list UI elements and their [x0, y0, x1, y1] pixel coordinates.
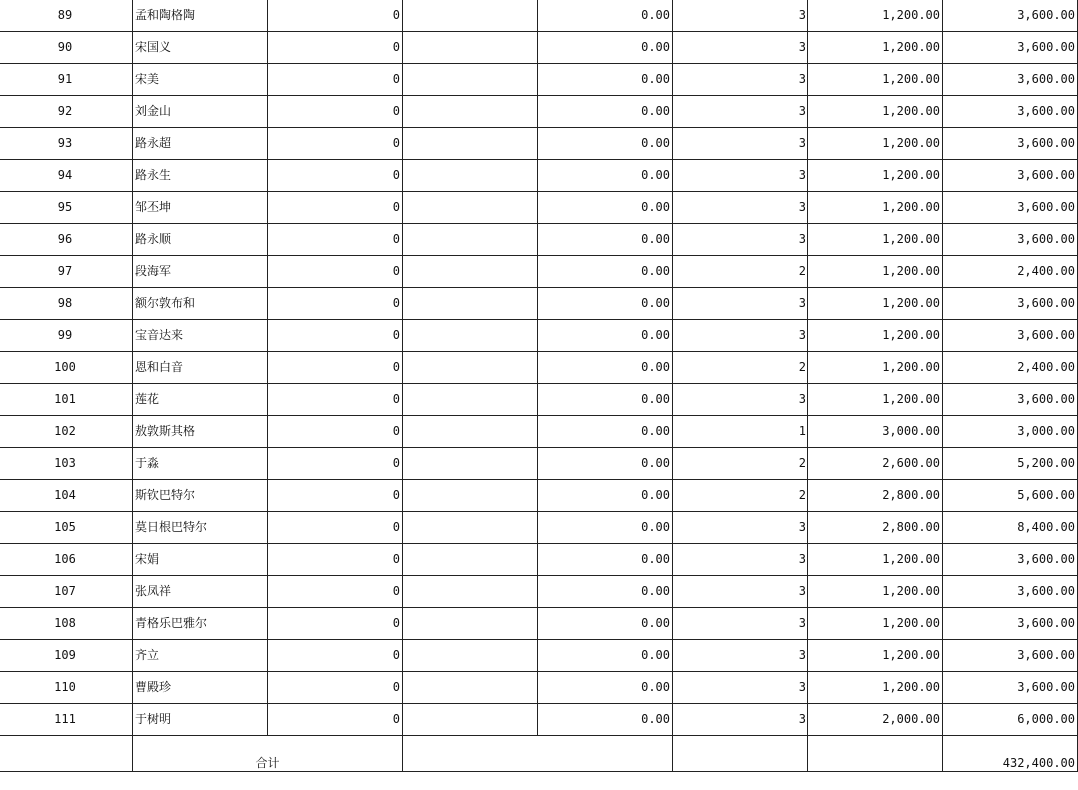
- row-number-cell[interactable]: 102: [0, 416, 133, 447]
- col-e-cell[interactable]: 1,200.00: [808, 640, 943, 671]
- col-e-cell[interactable]: 2,800.00: [808, 512, 943, 543]
- col-c-cell[interactable]: 0.00: [538, 384, 673, 415]
- table-row: [0, 224, 1078, 256]
- col-c-cell[interactable]: 0.00: [538, 608, 673, 639]
- name-cell[interactable]: 宋娟: [133, 544, 268, 575]
- col-d-cell[interactable]: 3: [673, 224, 808, 255]
- col-b-cell[interactable]: [403, 512, 538, 543]
- col-c-cell[interactable]: 0.00: [538, 288, 673, 319]
- row-number-cell[interactable]: 90: [0, 32, 133, 63]
- col-a-cell[interactable]: 0: [268, 704, 403, 735]
- col-e-cell[interactable]: 2,800.00: [808, 480, 943, 511]
- col-e-cell[interactable]: 1,200.00: [808, 96, 943, 127]
- col-e-cell[interactable]: 1,200.00: [808, 320, 943, 351]
- total-amount[interactable]: 432,400.00: [943, 736, 1078, 772]
- col-d-cell[interactable]: 2: [673, 448, 808, 479]
- col-f-cell[interactable]: 3,600.00: [943, 672, 1078, 703]
- row-number-cell[interactable]: 111: [0, 704, 133, 735]
- col-c-cell[interactable]: 0.00: [538, 160, 673, 191]
- total-col-e-cell[interactable]: [808, 736, 943, 772]
- table-row: [0, 544, 1078, 576]
- row-number-cell[interactable]: 91: [0, 64, 133, 95]
- name-cell[interactable]: 于树明: [133, 704, 268, 735]
- row-number-cell[interactable]: 89: [0, 0, 133, 31]
- row-number-cell[interactable]: 108: [0, 608, 133, 639]
- row-number-cell[interactable]: 109: [0, 640, 133, 671]
- col-b-cell[interactable]: [403, 448, 538, 479]
- col-d-cell[interactable]: 3: [673, 32, 808, 63]
- col-d-cell[interactable]: 3: [673, 704, 808, 735]
- col-b-cell[interactable]: [403, 0, 538, 31]
- col-e-cell[interactable]: 1,200.00: [808, 192, 943, 223]
- table-row: [0, 672, 1078, 704]
- col-e-cell[interactable]: 1,200.00: [808, 608, 943, 639]
- name-cell[interactable]: 宋国义: [133, 32, 268, 63]
- col-c-cell[interactable]: 0.00: [538, 480, 673, 511]
- name-cell[interactable]: 刘金山: [133, 96, 268, 127]
- row-number-cell[interactable]: 93: [0, 128, 133, 159]
- col-f-cell[interactable]: 3,600.00: [943, 128, 1078, 159]
- row-number-cell[interactable]: 98: [0, 288, 133, 319]
- col-b-cell[interactable]: [403, 256, 538, 287]
- table-row: [0, 640, 1078, 672]
- name-cell[interactable]: 路永生: [133, 160, 268, 191]
- col-e-cell[interactable]: 1,200.00: [808, 288, 943, 319]
- name-cell[interactable]: 额尔敦布和: [133, 288, 268, 319]
- col-a-cell[interactable]: 0: [268, 160, 403, 191]
- col-a-cell[interactable]: 0: [268, 608, 403, 639]
- table-row: [0, 32, 1078, 64]
- col-f-cell[interactable]: 3,600.00: [943, 192, 1078, 223]
- col-e-cell[interactable]: 1,200.00: [808, 576, 943, 607]
- name-cell[interactable]: 齐立: [133, 640, 268, 671]
- col-a-cell[interactable]: 0: [268, 480, 403, 511]
- col-d-cell[interactable]: 3: [673, 384, 808, 415]
- col-f-cell[interactable]: 2,400.00: [943, 352, 1078, 383]
- col-c-cell[interactable]: 0.00: [538, 448, 673, 479]
- col-f-cell[interactable]: 3,600.00: [943, 160, 1078, 191]
- col-f-cell[interactable]: 3,600.00: [943, 384, 1078, 415]
- col-b-cell[interactable]: [403, 160, 538, 191]
- total-col-c-cell[interactable]: [538, 736, 673, 772]
- col-e-cell[interactable]: 1,200.00: [808, 64, 943, 95]
- col-d-cell[interactable]: 2: [673, 256, 808, 287]
- col-a-cell[interactable]: 0: [268, 32, 403, 63]
- table-row: [0, 64, 1078, 96]
- col-d-cell[interactable]: 2: [673, 480, 808, 511]
- col-d-cell[interactable]: 3: [673, 608, 808, 639]
- col-c-cell[interactable]: 0.00: [538, 416, 673, 447]
- col-d-cell[interactable]: 3: [673, 192, 808, 223]
- table-row: [0, 0, 1078, 32]
- col-e-cell[interactable]: 1,200.00: [808, 0, 943, 31]
- col-d-cell[interactable]: 3: [673, 0, 808, 31]
- name-cell[interactable]: 宝音达来: [133, 320, 268, 351]
- col-c-cell[interactable]: 0.00: [538, 320, 673, 351]
- col-c-cell[interactable]: 0.00: [538, 128, 673, 159]
- col-b-cell[interactable]: [403, 416, 538, 447]
- table-row: [0, 512, 1078, 544]
- col-f-cell[interactable]: 3,600.00: [943, 640, 1078, 671]
- col-c-cell[interactable]: 0.00: [538, 640, 673, 671]
- col-a-cell[interactable]: 0: [268, 416, 403, 447]
- name-cell[interactable]: 莫日根巴特尔: [133, 512, 268, 543]
- col-c-cell[interactable]: 0.00: [538, 256, 673, 287]
- name-cell[interactable]: 敖敦斯其格: [133, 416, 268, 447]
- col-d-cell[interactable]: 3: [673, 544, 808, 575]
- col-c-cell[interactable]: 0.00: [538, 64, 673, 95]
- table-row: [0, 416, 1078, 448]
- name-cell[interactable]: 曹殿珍: [133, 672, 268, 703]
- col-b-cell[interactable]: [403, 480, 538, 511]
- col-e-cell[interactable]: 1,200.00: [808, 384, 943, 415]
- col-b-cell[interactable]: [403, 320, 538, 351]
- col-f-cell[interactable]: 5,600.00: [943, 480, 1078, 511]
- col-f-cell[interactable]: 6,000.00: [943, 704, 1078, 735]
- name-cell[interactable]: 路永顺: [133, 224, 268, 255]
- col-b-cell[interactable]: [403, 128, 538, 159]
- col-b-cell[interactable]: [403, 608, 538, 639]
- col-d-cell[interactable]: 3: [673, 64, 808, 95]
- table-row: [0, 256, 1078, 288]
- col-b-cell[interactable]: [403, 640, 538, 671]
- col-b-cell[interactable]: [403, 32, 538, 63]
- row-number-cell[interactable]: 107: [0, 576, 133, 607]
- name-cell[interactable]: 路永超: [133, 128, 268, 159]
- col-f-cell[interactable]: 2,400.00: [943, 256, 1078, 287]
- table-row: [0, 320, 1078, 352]
- col-d-cell[interactable]: 3: [673, 288, 808, 319]
- table-row: [0, 288, 1078, 320]
- col-a-cell[interactable]: 0: [268, 576, 403, 607]
- col-f-cell[interactable]: 3,600.00: [943, 320, 1078, 351]
- col-e-cell[interactable]: 1,200.00: [808, 544, 943, 575]
- col-d-cell[interactable]: 3: [673, 96, 808, 127]
- col-b-cell[interactable]: [403, 704, 538, 735]
- col-f-cell[interactable]: 5,200.00: [943, 448, 1078, 479]
- col-f-cell[interactable]: 3,600.00: [943, 0, 1078, 31]
- row-number-cell[interactable]: 100: [0, 352, 133, 383]
- table-row: [0, 192, 1078, 224]
- col-c-cell[interactable]: 0.00: [538, 192, 673, 223]
- col-f-cell[interactable]: 3,600.00: [943, 224, 1078, 255]
- col-a-cell[interactable]: 0: [268, 448, 403, 479]
- col-a-cell[interactable]: 0: [268, 512, 403, 543]
- col-f-cell[interactable]: 3,600.00: [943, 576, 1078, 607]
- col-d-cell[interactable]: 1: [673, 416, 808, 447]
- col-b-cell[interactable]: [403, 96, 538, 127]
- col-a-cell[interactable]: 0: [268, 224, 403, 255]
- row-number-cell[interactable]: 110: [0, 672, 133, 703]
- table-row: [0, 160, 1078, 192]
- row-number-cell[interactable]: 92: [0, 96, 133, 127]
- name-cell[interactable]: 张凤祥: [133, 576, 268, 607]
- col-d-cell[interactable]: 3: [673, 320, 808, 351]
- col-e-cell[interactable]: 2,600.00: [808, 448, 943, 479]
- row-number-cell[interactable]: 105: [0, 512, 133, 543]
- col-c-cell[interactable]: 0.00: [538, 512, 673, 543]
- name-cell[interactable]: 段海军: [133, 256, 268, 287]
- col-e-cell[interactable]: 2,000.00: [808, 704, 943, 735]
- col-e-cell[interactable]: 3,000.00: [808, 416, 943, 447]
- col-b-cell[interactable]: [403, 544, 538, 575]
- col-b-cell[interactable]: [403, 64, 538, 95]
- col-a-cell[interactable]: 0: [268, 256, 403, 287]
- col-e-cell[interactable]: 1,200.00: [808, 672, 943, 703]
- col-c-cell[interactable]: 0.00: [538, 224, 673, 255]
- col-b-cell[interactable]: [403, 288, 538, 319]
- name-cell[interactable]: 邹丕坤: [133, 192, 268, 223]
- row-number-cell[interactable]: 94: [0, 160, 133, 191]
- row-number-cell[interactable]: 104: [0, 480, 133, 511]
- col-d-cell[interactable]: 3: [673, 160, 808, 191]
- col-a-cell[interactable]: 0: [268, 384, 403, 415]
- col-b-cell[interactable]: [403, 672, 538, 703]
- col-d-cell[interactable]: 3: [673, 640, 808, 671]
- col-e-cell[interactable]: 1,200.00: [808, 128, 943, 159]
- row-number-cell[interactable]: 95: [0, 192, 133, 223]
- col-a-cell[interactable]: 0: [268, 544, 403, 575]
- col-f-cell[interactable]: 3,600.00: [943, 288, 1078, 319]
- col-d-cell[interactable]: 3: [673, 512, 808, 543]
- col-d-cell[interactable]: 3: [673, 672, 808, 703]
- col-a-cell[interactable]: 0: [268, 672, 403, 703]
- col-a-cell[interactable]: 0: [268, 288, 403, 319]
- col-f-cell[interactable]: 3,000.00: [943, 416, 1078, 447]
- total-label[interactable]: 合计: [133, 736, 403, 772]
- col-a-cell[interactable]: 0: [268, 128, 403, 159]
- name-cell[interactable]: 斯钦巴特尔: [133, 480, 268, 511]
- table-row: [0, 704, 1078, 736]
- col-d-cell[interactable]: 2: [673, 352, 808, 383]
- name-cell[interactable]: 恩和白音: [133, 352, 268, 383]
- col-e-cell[interactable]: 1,200.00: [808, 32, 943, 63]
- col-a-cell[interactable]: 0: [268, 96, 403, 127]
- total-row-index-cell[interactable]: [0, 736, 133, 772]
- table-row: [0, 96, 1078, 128]
- table-row: [0, 352, 1078, 384]
- table-row: [0, 448, 1078, 480]
- col-e-cell[interactable]: 1,200.00: [808, 160, 943, 191]
- col-e-cell[interactable]: 1,200.00: [808, 352, 943, 383]
- col-f-cell[interactable]: 3,600.00: [943, 64, 1078, 95]
- col-f-cell[interactable]: 8,400.00: [943, 512, 1078, 543]
- col-b-cell[interactable]: [403, 192, 538, 223]
- col-b-cell[interactable]: [403, 224, 538, 255]
- table-row: [0, 608, 1078, 640]
- total-row: [0, 736, 1078, 772]
- table-row: [0, 128, 1078, 160]
- row-number-cell[interactable]: 101: [0, 384, 133, 415]
- col-b-cell[interactable]: [403, 352, 538, 383]
- table-row: [0, 576, 1078, 608]
- col-b-cell[interactable]: [403, 576, 538, 607]
- col-c-cell[interactable]: 0.00: [538, 544, 673, 575]
- row-number-cell[interactable]: 96: [0, 224, 133, 255]
- col-c-cell[interactable]: 0.00: [538, 352, 673, 383]
- row-number-cell[interactable]: 97: [0, 256, 133, 287]
- name-cell[interactable]: 莲花: [133, 384, 268, 415]
- col-a-cell[interactable]: 0: [268, 0, 403, 31]
- name-cell[interactable]: 孟和陶格陶: [133, 0, 268, 31]
- col-a-cell[interactable]: 0: [268, 352, 403, 383]
- col-c-cell[interactable]: 0.00: [538, 32, 673, 63]
- row-number-cell[interactable]: 103: [0, 448, 133, 479]
- col-f-cell[interactable]: 3,600.00: [943, 544, 1078, 575]
- row-number-cell[interactable]: 99: [0, 320, 133, 351]
- col-a-cell[interactable]: 0: [268, 640, 403, 671]
- col-c-cell[interactable]: 0.00: [538, 576, 673, 607]
- col-f-cell[interactable]: 3,600.00: [943, 96, 1078, 127]
- table-row: [0, 480, 1078, 512]
- table-row: [0, 384, 1078, 416]
- row-number-cell[interactable]: 106: [0, 544, 133, 575]
- col-c-cell[interactable]: 0.00: [538, 0, 673, 31]
- col-f-cell[interactable]: 3,600.00: [943, 32, 1078, 63]
- col-e-cell[interactable]: 1,200.00: [808, 224, 943, 255]
- name-cell[interactable]: 于淼: [133, 448, 268, 479]
- col-d-cell[interactable]: 3: [673, 128, 808, 159]
- total-col-d-cell[interactable]: [673, 736, 808, 772]
- col-e-cell[interactable]: 1,200.00: [808, 256, 943, 287]
- col-a-cell[interactable]: 0: [268, 192, 403, 223]
- col-d-cell[interactable]: 3: [673, 576, 808, 607]
- col-a-cell[interactable]: 0: [268, 64, 403, 95]
- name-cell[interactable]: 宋美: [133, 64, 268, 95]
- col-b-cell[interactable]: [403, 384, 538, 415]
- col-a-cell[interactable]: 0: [268, 320, 403, 351]
- col-c-cell[interactable]: 0.00: [538, 672, 673, 703]
- col-c-cell[interactable]: 0.00: [538, 96, 673, 127]
- col-c-cell[interactable]: 0.00: [538, 704, 673, 735]
- col-f-cell[interactable]: 3,600.00: [943, 608, 1078, 639]
- name-cell[interactable]: 青格乐巴雅尔: [133, 608, 268, 639]
